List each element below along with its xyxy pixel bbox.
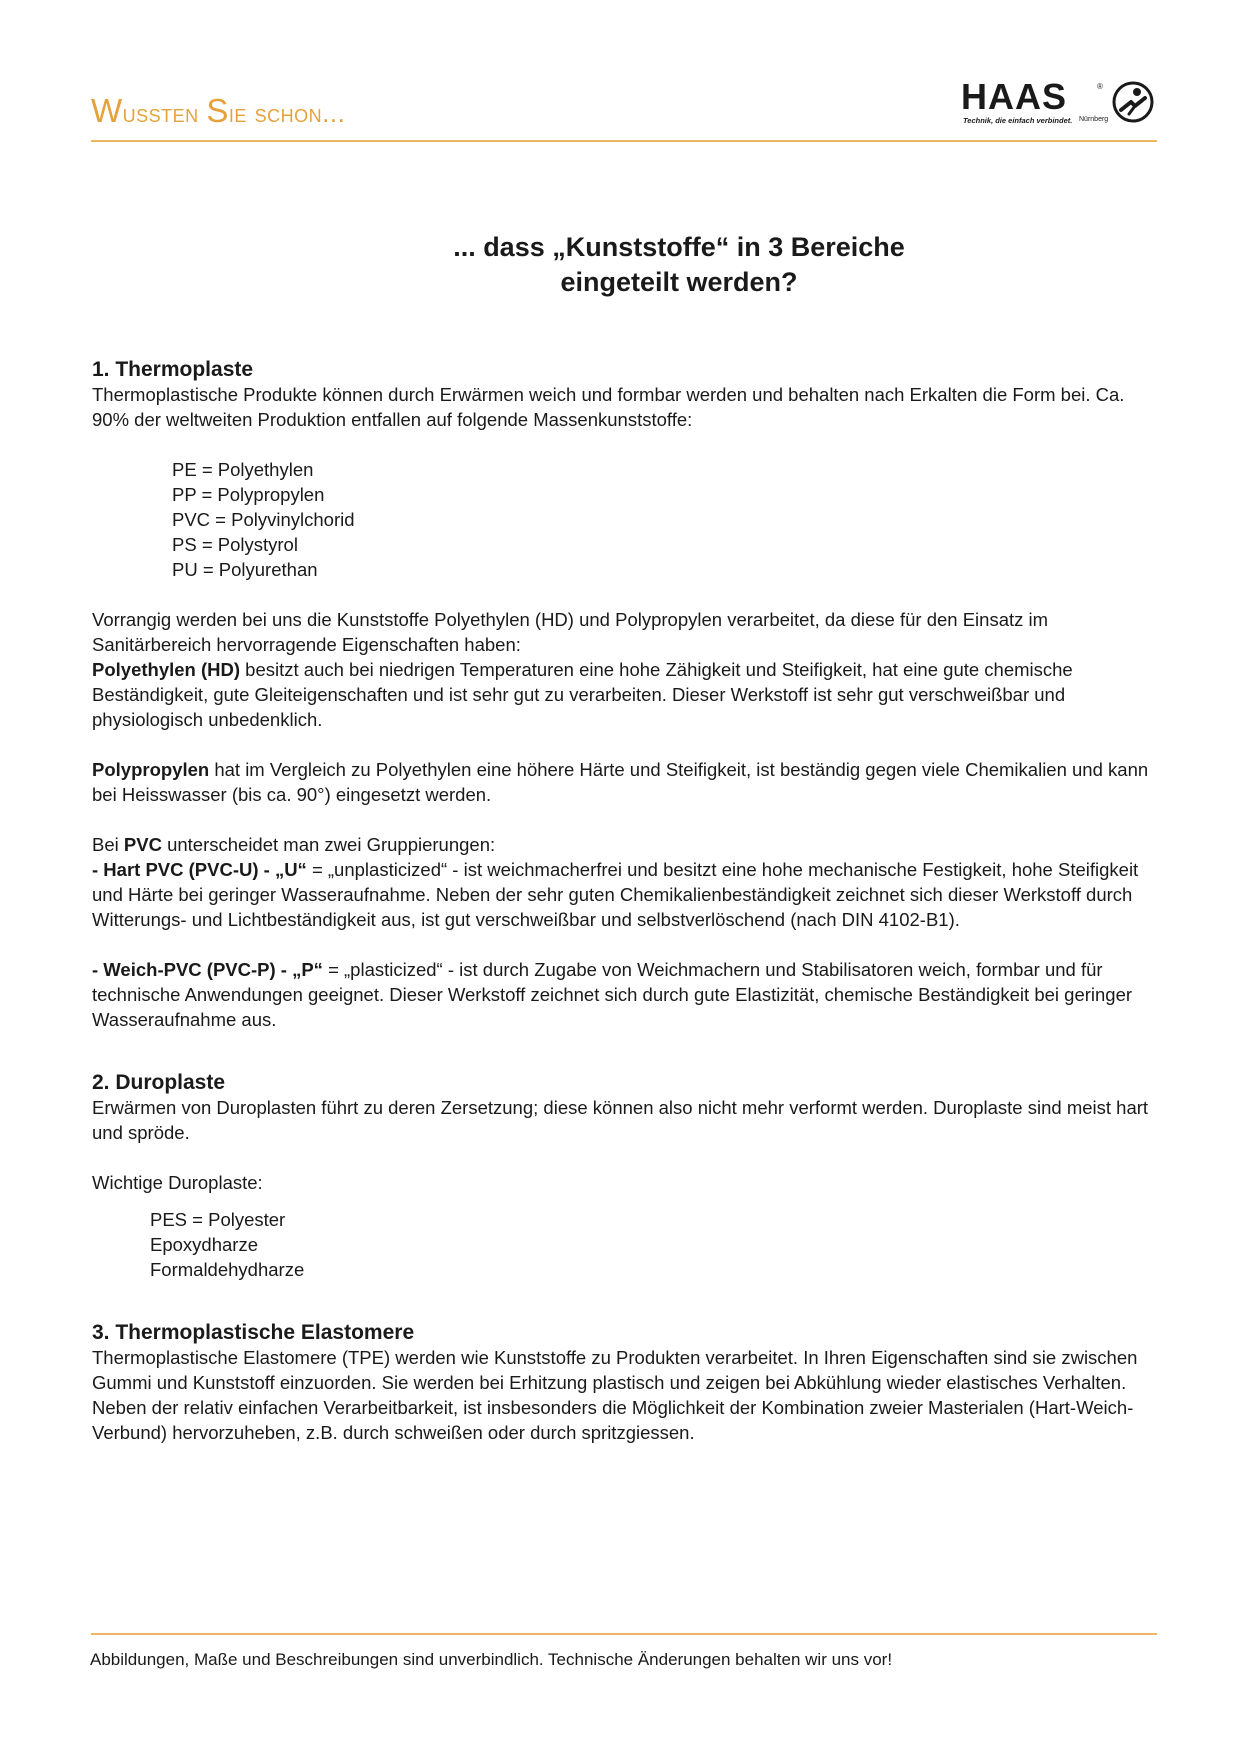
spacer — [92, 807, 1158, 832]
header-title-part-2: ie schon... — [228, 98, 346, 128]
list-item: Formaldehydharze — [150, 1259, 305, 1280]
logo-slogan: Technik, die einfach verbindet. — [963, 116, 1073, 125]
header-title-part-1: ussten — [122, 98, 207, 128]
section-2-heading: 2. Duroplaste — [92, 1071, 226, 1094]
header-title-cap-1: W — [91, 92, 123, 129]
page-header — [91, 78, 1157, 142]
spacer — [92, 432, 1158, 457]
page-title — [91, 230, 1157, 300]
pvc-term: PVC — [123, 834, 162, 855]
pp-term: Polypropylen — [92, 759, 210, 780]
pe-term: Polyethylen (HD) — [92, 659, 241, 680]
footer-disclaimer: Abbildungen, Maße und Beschreibungen sind unverbindlich. Technische Änderungen behalten wir uns vor! — [90, 1650, 893, 1669]
logo-registered-mark: ® — [1097, 82, 1103, 91]
section-1-para-usage: Vorrangig werden bei uns die Kunststoffe Polyethylen (HD) und Polypropylen verarbeitet, da diese für den Einsatz im Sanitärbereich hervorragende Eigenschaften haben: — [92, 609, 1049, 655]
section-1-intro: Thermoplastische Produkte können durch Erwärmen weich und formbar werden und behalten nach Erkalten die Form bei. Ca. 90% der weltweiten Produktion entfallen auf folgende Massenkunststoffe: — [92, 384, 1125, 430]
spacer — [92, 1282, 1158, 1320]
section-1-para-pp — [92, 757, 1158, 807]
list-item: PE = Polyethylen — [172, 459, 314, 480]
section-2-intro: Erwärmen von Duroplasten führt zu deren Zersetzung; diese können also nicht mehr verformt werden. Duroplaste sind meist hart und spröde. — [92, 1097, 1149, 1143]
list-item: PP = Polypropylen — [172, 484, 325, 505]
pe-description: besitzt auch bei niedrigen Temperaturen eine hohe Zähigkeit und Steifigkeit, hat eine gute chemische Beständigkeit, gute Gleiteigenschaften und ist sehr gut zu verarbeiten. Dieser Werkstoff ist sehr gut verschweißbar und physiologisch unbedenklich. — [92, 659, 1073, 730]
weich-pvc-term: - Weich-PVC (PVC-P) - „P“ — [92, 959, 323, 980]
list-item: Epoxydharze — [150, 1234, 258, 1255]
page-title-line-2: eingeteilt werden? — [560, 267, 798, 297]
section-1-para-hart-pvc — [92, 857, 1158, 932]
pvc-intro-post: unterscheidet man zwei Gruppierungen: — [161, 834, 496, 855]
footer-divider — [91, 1633, 1157, 1635]
header-title — [91, 92, 345, 130]
section-3-heading: 3. Thermoplastische Elastomere — [92, 1321, 415, 1344]
duroplastics-list — [92, 1207, 1158, 1282]
hart-pvc-term: - Hart PVC (PVC-U) - „U“ — [92, 859, 307, 880]
logo-emblem-icon — [1111, 80, 1155, 124]
haas-logo — [961, 78, 1157, 130]
section-2-list-label: Wichtige Duroplaste: — [92, 1172, 263, 1193]
pp-description: hat im Vergleich zu Polyethylen eine höhere Härte und Steifigkeit, ist beständig gegen viele Chemikalien und kann bei Heisswasser (bis ca. 90°) eingesetzt werden. — [92, 759, 1149, 805]
section-3-text: Thermoplastische Elastomere (TPE) werden wie Kunststoffe zu Produkten verarbeitet. In Ihren Eigenschaften sind sie zwischen Gummi und Kunststoff einzuorden. Sie werden bei Erhitzung plastisch und zeigen bei Abkühlung wieder elastisches Verhalten. Neben der relativ einfachen Verarbeitbarkeit, ist insbesonders die Möglichkeit der Kombination zweier Masterialen (Hart-Weich-Verbund) hervorzuheben, z.B. durch schweißen oder durch spritzgiessen. — [92, 1347, 1138, 1443]
section-1-para-pe — [92, 657, 1158, 732]
header-title-cap-2: S — [206, 92, 229, 129]
spacer — [92, 1032, 1158, 1070]
spacer — [92, 932, 1158, 957]
section-1-heading: 1. Thermoplaste — [92, 358, 254, 381]
page-title-line-1: ... dass „Kunststoffe“ in 3 Bereiche — [453, 232, 905, 262]
header-divider — [91, 140, 1157, 142]
document-body — [92, 357, 1158, 1445]
list-item: PES = Polyester — [150, 1209, 286, 1230]
list-item: PS = Polystyrol — [172, 534, 298, 555]
section-1-para-pvc — [92, 832, 1158, 857]
pvc-intro-pre: Bei — [92, 834, 124, 855]
list-item: PU = Polyurethan — [172, 559, 318, 580]
thermoplastics-list — [92, 457, 1158, 582]
section-1-para-weich-pvc — [92, 957, 1158, 1032]
list-item: PVC = Polyvinylchorid — [172, 509, 355, 530]
logo-city: Nürnberg — [1079, 116, 1109, 123]
spacer — [92, 582, 1158, 607]
spacer — [92, 1145, 1158, 1170]
spacer — [92, 732, 1158, 757]
logo-wordmark: HAAS — [961, 76, 1068, 117]
weich-pvc-description: = „plasticized“ - ist durch Zugabe von Weichmachern und Stabilisatoren weich, formbar und für technische Anwendungen geeignet. Dieser Werkstoff zeichnet sich durch gute Elastizität, chemische Beständigkeit bei geringer Wasseraufnahme aus. — [92, 959, 1133, 1030]
hart-pvc-description: = „unplasticized“ - ist weichmacherfrei und besitzt eine hohe mechanische Festigkeit, hohe Steifigkeit und Härte bei geringer Wasseraufnahme. Neben der sehr guten Chemikalienbeständigkeit zeichnet sich dieser Werkstoff durch Witterungs- und Lichtbeständigkeit aus, ist gut verschweißbar und selbstverlöschend (nach DIN 4102-B1). — [92, 859, 1139, 930]
